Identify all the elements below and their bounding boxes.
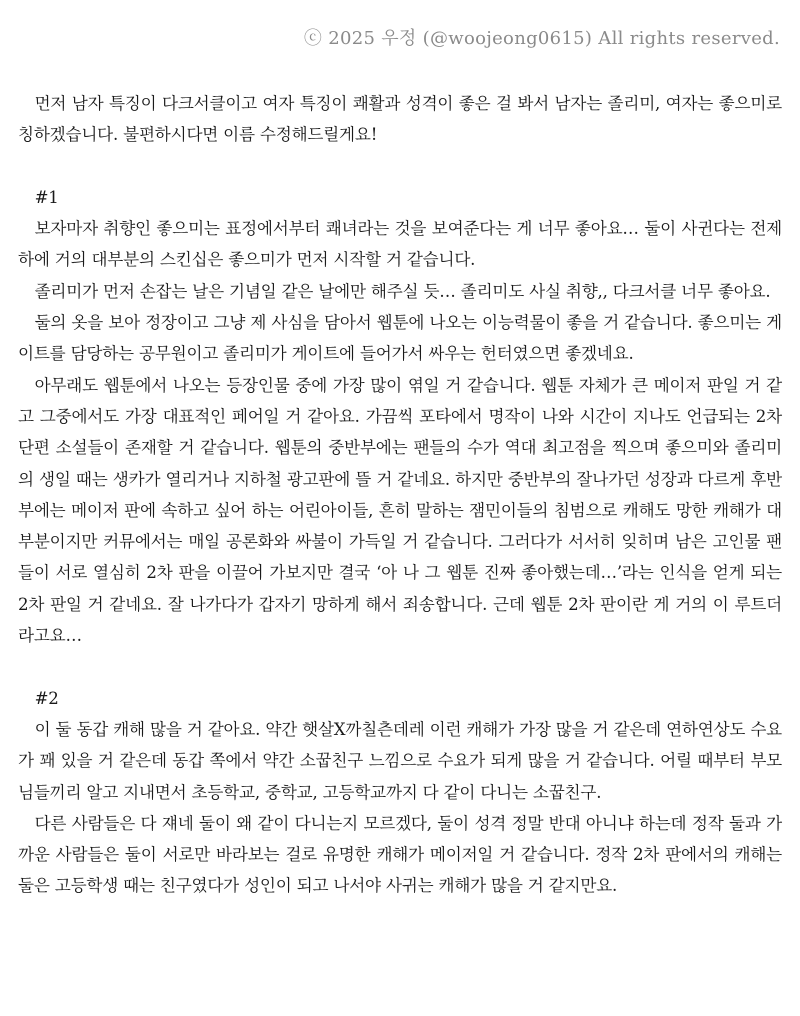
section-1-paragraph: 졸리미가 먼저 손잡는 날은 기념일 같은 날에만 해주실 듯… 졸리미도 사실 취향,, 다크서클 너무 좋아요. — [34, 281, 771, 301]
section-1-heading: #1 — [34, 187, 59, 207]
section-2-paragraph: 다른 사람들은 다 쟤네 둘이 왜 같이 다니는지 모르겠다, 둘이 성격 정말 반대 아니냐 하는데 정작 둘과 가까운 사람들은 둘이 서로만 바라보는 걸로 유명한 캐해가 메이저일 거 같습니다. 정작 2차 판에서의 캐해는 둘은 고등학생 때는 친구였다가 성인이 되고 나서야 사귀는 캐해가 많을 거 같지만요. — [18, 813, 782, 896]
document-body — [18, 88, 782, 902]
section-2-paragraph: 이 둘 동갑 캐해 많을 거 같아요. 약간 햇살X까칠츤데레 이런 캐해가 가장 많을 거 같은데 연하연상도 수요가 꽤 있을 거 같은데 동갑 쪽에서 약간 소꿉친구 느낌으로 수요가 되게 많을 거 같습니다. 어릴 때부터 부모님들끼리 알고 지내면서 초등학교, 중학교, 고등학교까지 다 같이 다니는 소꿉친구. — [18, 719, 782, 802]
spacer — [18, 151, 782, 182]
intro-paragraph: 먼저 남자 특징이 다크서클이고 여자 특징이 쾌활과 성격이 좋은 걸 봐서 남자는 졸리미, 여자는 좋으미로 칭하겠습니다. 불편하시다면 이름 수정해드릴게요! — [18, 94, 782, 145]
section-2-heading: #2 — [34, 688, 59, 708]
section-1-paragraph: 둘의 옷을 보아 정장이고 그냥 제 사심을 담아서 웹툰에 나오는 이능력물이 좋을 거 같습니다. 좋으미는 게이트를 담당하는 공무원이고 졸리미가 게이트에 들어가서 싸우는 헌터였으면 좋겠네요. — [18, 313, 782, 364]
section-1-paragraph: 보자마자 취향인 좋으미는 표정에서부터 쾌녀라는 것을 보여준다는 게 너무 좋아요… 둘이 사귄다는 전제하에 거의 대부분의 스킨십은 좋으미가 먼저 시작할 거 같습니다. — [18, 219, 782, 270]
section-1-paragraph: 아무래도 웹툰에서 나오는 등장인물 중에 가장 많이 엮일 거 같습니다. 웹툰 자체가 큰 메이저 판일 거 같고 그중에서도 가장 대표적인 페어일 거 같아요. 가끔씩 포타에서 명작이 나와 시간이 지나도 언급되는 2차 단편 소설들이 존재할 거 같습니다. 웹툰의 중반부에는 팬들의 수가 역대 최고점을 찍으며 좋으미와 졸리미의 생일 때는 생카가 열리거나 지하철 광고판에 뜰 거 같네요. 하지만 중반부의 잘나가던 성장과 다르게 후반부에는 메이저 판에 속하고 싶어 하는 어린아이들, 흔히 말하는 잼민이들의 침범으로 캐해도 망한 캐해가 대부분이지만 커뮤에서는 매일 공론화와 싸불이 가득일 거 같습니다. 그러다가 서서히 잊히며 남은 고인물 팬들이 서로 열심히 2차 판을 이끌어 가보지만 결국 ‘아 나 그 웹툰 진짜 좋아했는데…’라는 인식을 얻게 되는 2차 판일 거 같네요. 잘 나가다가 갑자기 망하게 해서 죄송합니다. 근데 웹툰 2차 판이란 게 거의 이 루트더라고요… — [18, 375, 782, 646]
copyright-notice: ⓒ 2025 우정 (@woojeong0615) All rights reserved. — [303, 28, 780, 49]
spacer — [18, 651, 782, 682]
